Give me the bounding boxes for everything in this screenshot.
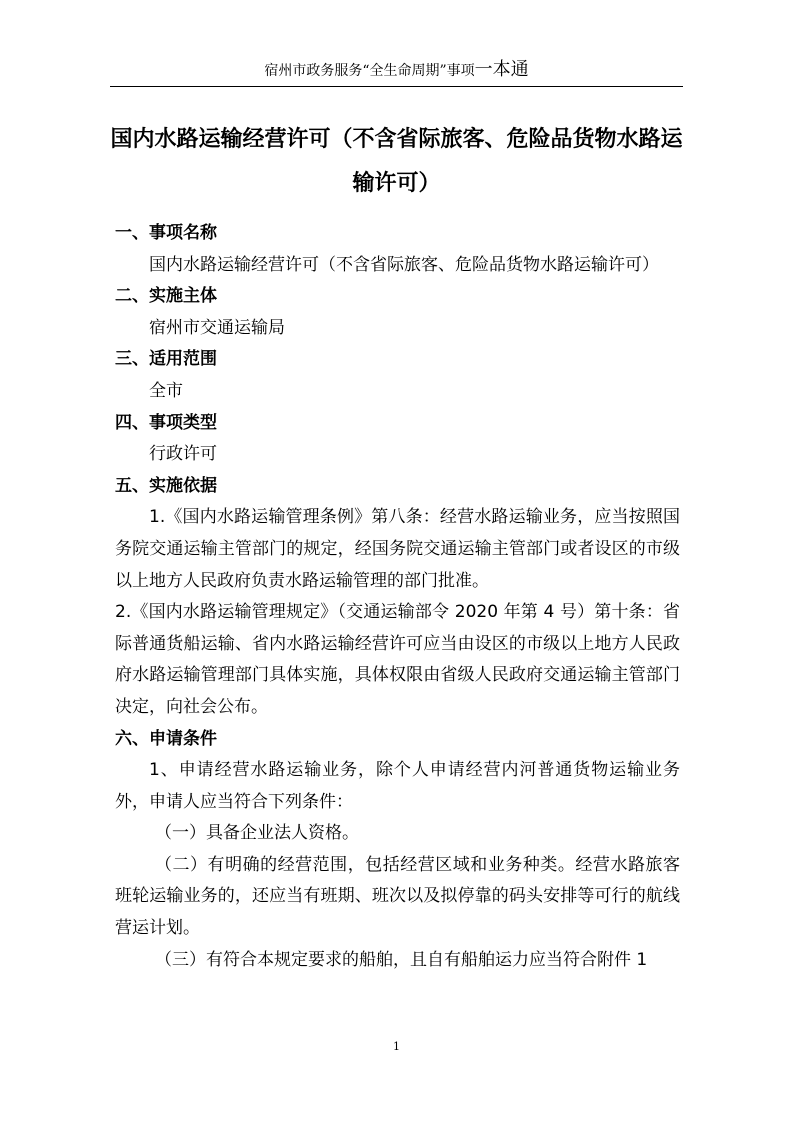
section-heading-name: 一、事项名称 [115,223,217,243]
section-heading-subject: 二、实施主体 [115,286,217,307]
conditions-paragraph-4: （三）有符合本规定要求的船舶，且自有船舶运力应当符合附件 1 [155,949,648,970]
basis-paragraph-1: 1.《国内水路运输管理条例》第八条：经营水路运输业务，应当按照国务院交通运输主管部门的规定，经国务院交通运输主管部门或者设区的市级以上地方人民政府负责水路运输管理的部门批准。 [115,507,680,591]
page-number: 1 [393,1040,400,1053]
conditions-paragraph-3: （二）有明确的经营范围，包括经营区域和业务种类。经营水路旅客班轮运输业务的，还应当有班期、班次以及拟停靠的码头安排等可行的航线营运计划。 [115,854,680,939]
document-body [115,218,680,976]
section-content-type: 行政许可 [149,444,217,465]
conditions-paragraph-1: 1、申请经营水路运输业务，除个人申请经营内河普通货物运输业务外，申请人应当符合下列条件： [115,760,680,812]
conditions-paragraph-2: （一）具备企业法人资格。 [155,823,359,844]
section-heading-basis: 五、实施依据 [115,475,217,496]
section-content-subject: 宿州市交通运输局 [149,317,285,338]
page-header [100,60,693,81]
section-heading-scope: 三、适用范围 [115,349,217,370]
section-content-scope: 全市 [149,380,183,401]
basis-paragraph-2: 2.《国内水路运输管理规定》（交通运输部令 2020 年第 4 号）第十条：省际普通货船运输、省内水路运输经营许可应当由设区的市级以上地方人民政府水路运输管理部门具体实施，具体权限由省级人民政府交通运输主管部门决定，向社会公布。 [115,602,680,717]
header-rule [110,86,683,87]
section-content-name: 国内水路运输经营许可（不含省际旅客、危险品货物水路运输许可） [149,254,659,275]
header-text: 宿州市政务服务“全生命周期”事项 [264,63,475,79]
section-heading-type: 四、事项类型 [115,412,217,433]
header-text-large: 一本通 [474,59,529,80]
document-title: 国内水路运输经营许可（不含省际旅客、危险品货物水路运输许可） [110,127,683,196]
section-heading-conditions: 六、申请条件 [115,728,217,749]
